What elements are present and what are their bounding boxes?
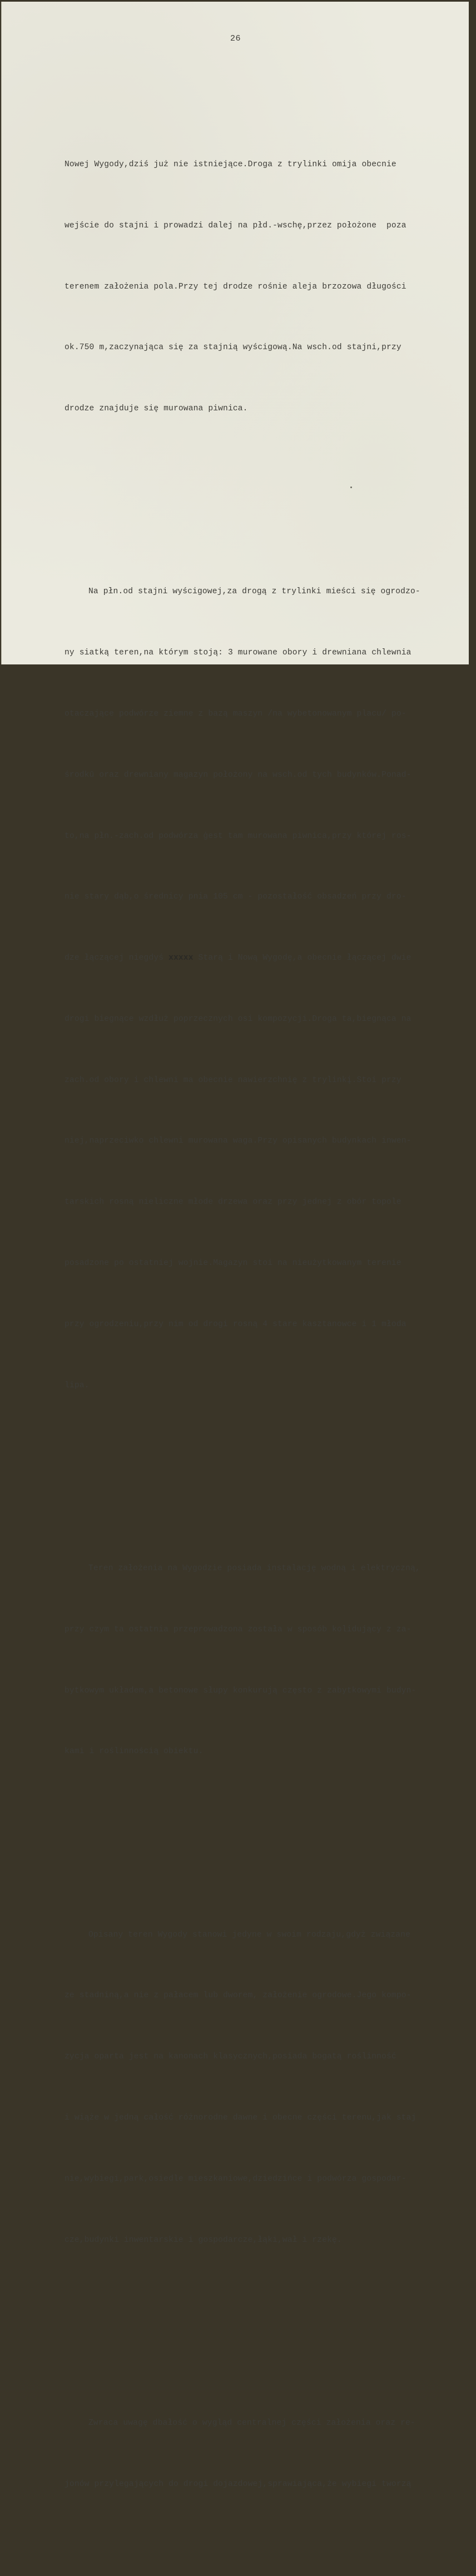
- text-line: jonów przylegających do drogi dojazdowej,sprawiająca,że wybiegi tworzą: [65, 2479, 411, 2489]
- paper-speck: [350, 487, 352, 488]
- text-line: otaczające podwórze ziemne z bazą maszyn /na wybetonowanym placu/ po-: [65, 709, 406, 718]
- text-line: i wiąże w jedną całość różnorodne dawne i obecne części terenu,jak staj: [65, 2113, 416, 2122]
- text-line: lipa.: [65, 1381, 90, 1390]
- text-line: wejście do stajni i prowadzi dalej na płd.-wschę,przez położone poza: [65, 221, 406, 230]
- typed-over-correction: xxxxx: [168, 954, 194, 963]
- text-line: kami i roślinnością obiektu.: [65, 1747, 204, 1756]
- text-line: ok.750 m,zaczynająca się za stajnią wyścigową.Na wsch.od stajni,przy: [65, 343, 401, 353]
- text-line: to,na płn.-zach.od podwórza ģest tam murowana piwnica,przy której ros-: [65, 831, 411, 841]
- text-line: niej,naprzeciwko chlewni murowana waga.Przy opisanych budynkach inwen-: [65, 1136, 411, 1146]
- text-line: przy czym ta ostatnia przeprowadzona została w sposób kolidujący z za-: [65, 1625, 411, 1634]
- text-line: drodze znajduje się murowana piwnica.: [65, 404, 248, 414]
- document-page: [1, 2, 469, 2489]
- paragraph-1: [65, 114, 476, 460]
- text-line: tarskich rosną nieliczne młode drzewa oraz przy jednej z obór topole: [65, 1198, 401, 1207]
- text-line: cze,budynki inwentarskie i gospodarcze,łąki,wał i rzekę.: [65, 2235, 342, 2245]
- text-line: nie stary dąb,o średnicy pnia 105 cm - pozostałość obsadzeń przy dro-: [65, 892, 406, 902]
- text-segment: dze łączącej niegdyś: [65, 954, 164, 963]
- text-line-with-correction: [65, 948, 476, 969]
- text-line: środkū oraz drewniany magazyn położony na wsch.od tych budynków.Ponad-: [65, 770, 411, 780]
- document-body: [65, 53, 476, 2576]
- text-line: Zwraca uwagę dbałość o wygląd centralnej części założenia oraz re-: [88, 2418, 415, 2428]
- text-line: nie,wybiegi,park,osiedle mieszkaniowe,dziedzińce i podwórza gospodar-: [65, 2174, 406, 2183]
- paragraph-5: [65, 2372, 476, 2535]
- text-line: Na płn.od stajni wyścigowej,za drogą z trylinki mieści się ogrodzo-: [88, 587, 420, 597]
- text-line: posadzone po ostatniej wojnie.Magazyn stoi na nieużytkowanym terenie: [65, 1259, 401, 1268]
- paragraph-4: [65, 1884, 476, 2291]
- text-line: zycja oparta jest na kanonach klasycznych,posiada bogatą roślinność: [65, 2052, 396, 2062]
- text-line: ny siatką teren,na którym stoją: 3 murowane obory i drewniana chlewnia: [65, 648, 411, 658]
- text-line: Nowej Wygody,dziś już nie istniejące.Droga z trylinki omija obecnie: [65, 160, 396, 169]
- text-line: przy ogrodzeniu,przy nim od drogi rosną 4 stare kasztanowce i 1 młoda: [65, 1319, 406, 1329]
- text-line: ze stadniną,a nie z pałacem lub dworem, założenie ogrodowe.Jego kompo-: [65, 1991, 411, 2001]
- text-line: bytkowym układem,a betonowe słupy konkurują często z zabytkowymi budyn-: [65, 1686, 416, 1695]
- text-line: Opisany teren Wygody stanowi jedyne w swoim rodzaju,gdyż związane: [88, 1930, 410, 1939]
- page-number: 26: [230, 34, 241, 43]
- text-line: drogi biegnące wzdłuż poprzecznych osi kompozycji.Droga ta,biegnąca na: [65, 1014, 411, 1024]
- paragraph-3: [65, 1518, 476, 1803]
- text-segment: Starą i Nową Wygodę,a obecnie łączącej dwie: [193, 954, 411, 963]
- text-line: Teren założenia na Wygodzie posiada instalację wodną i elektryczną,: [88, 1564, 420, 1573]
- text-line: zach.od obory i chlewni ma obecnie nawierzchnię z trylinkį.Stoi przy: [65, 1075, 401, 1085]
- text-line: terenem założenia pola.Przy tej drodze rośnie aleja brzozowa długości: [65, 282, 406, 291]
- paragraph-2: [65, 541, 476, 1436]
